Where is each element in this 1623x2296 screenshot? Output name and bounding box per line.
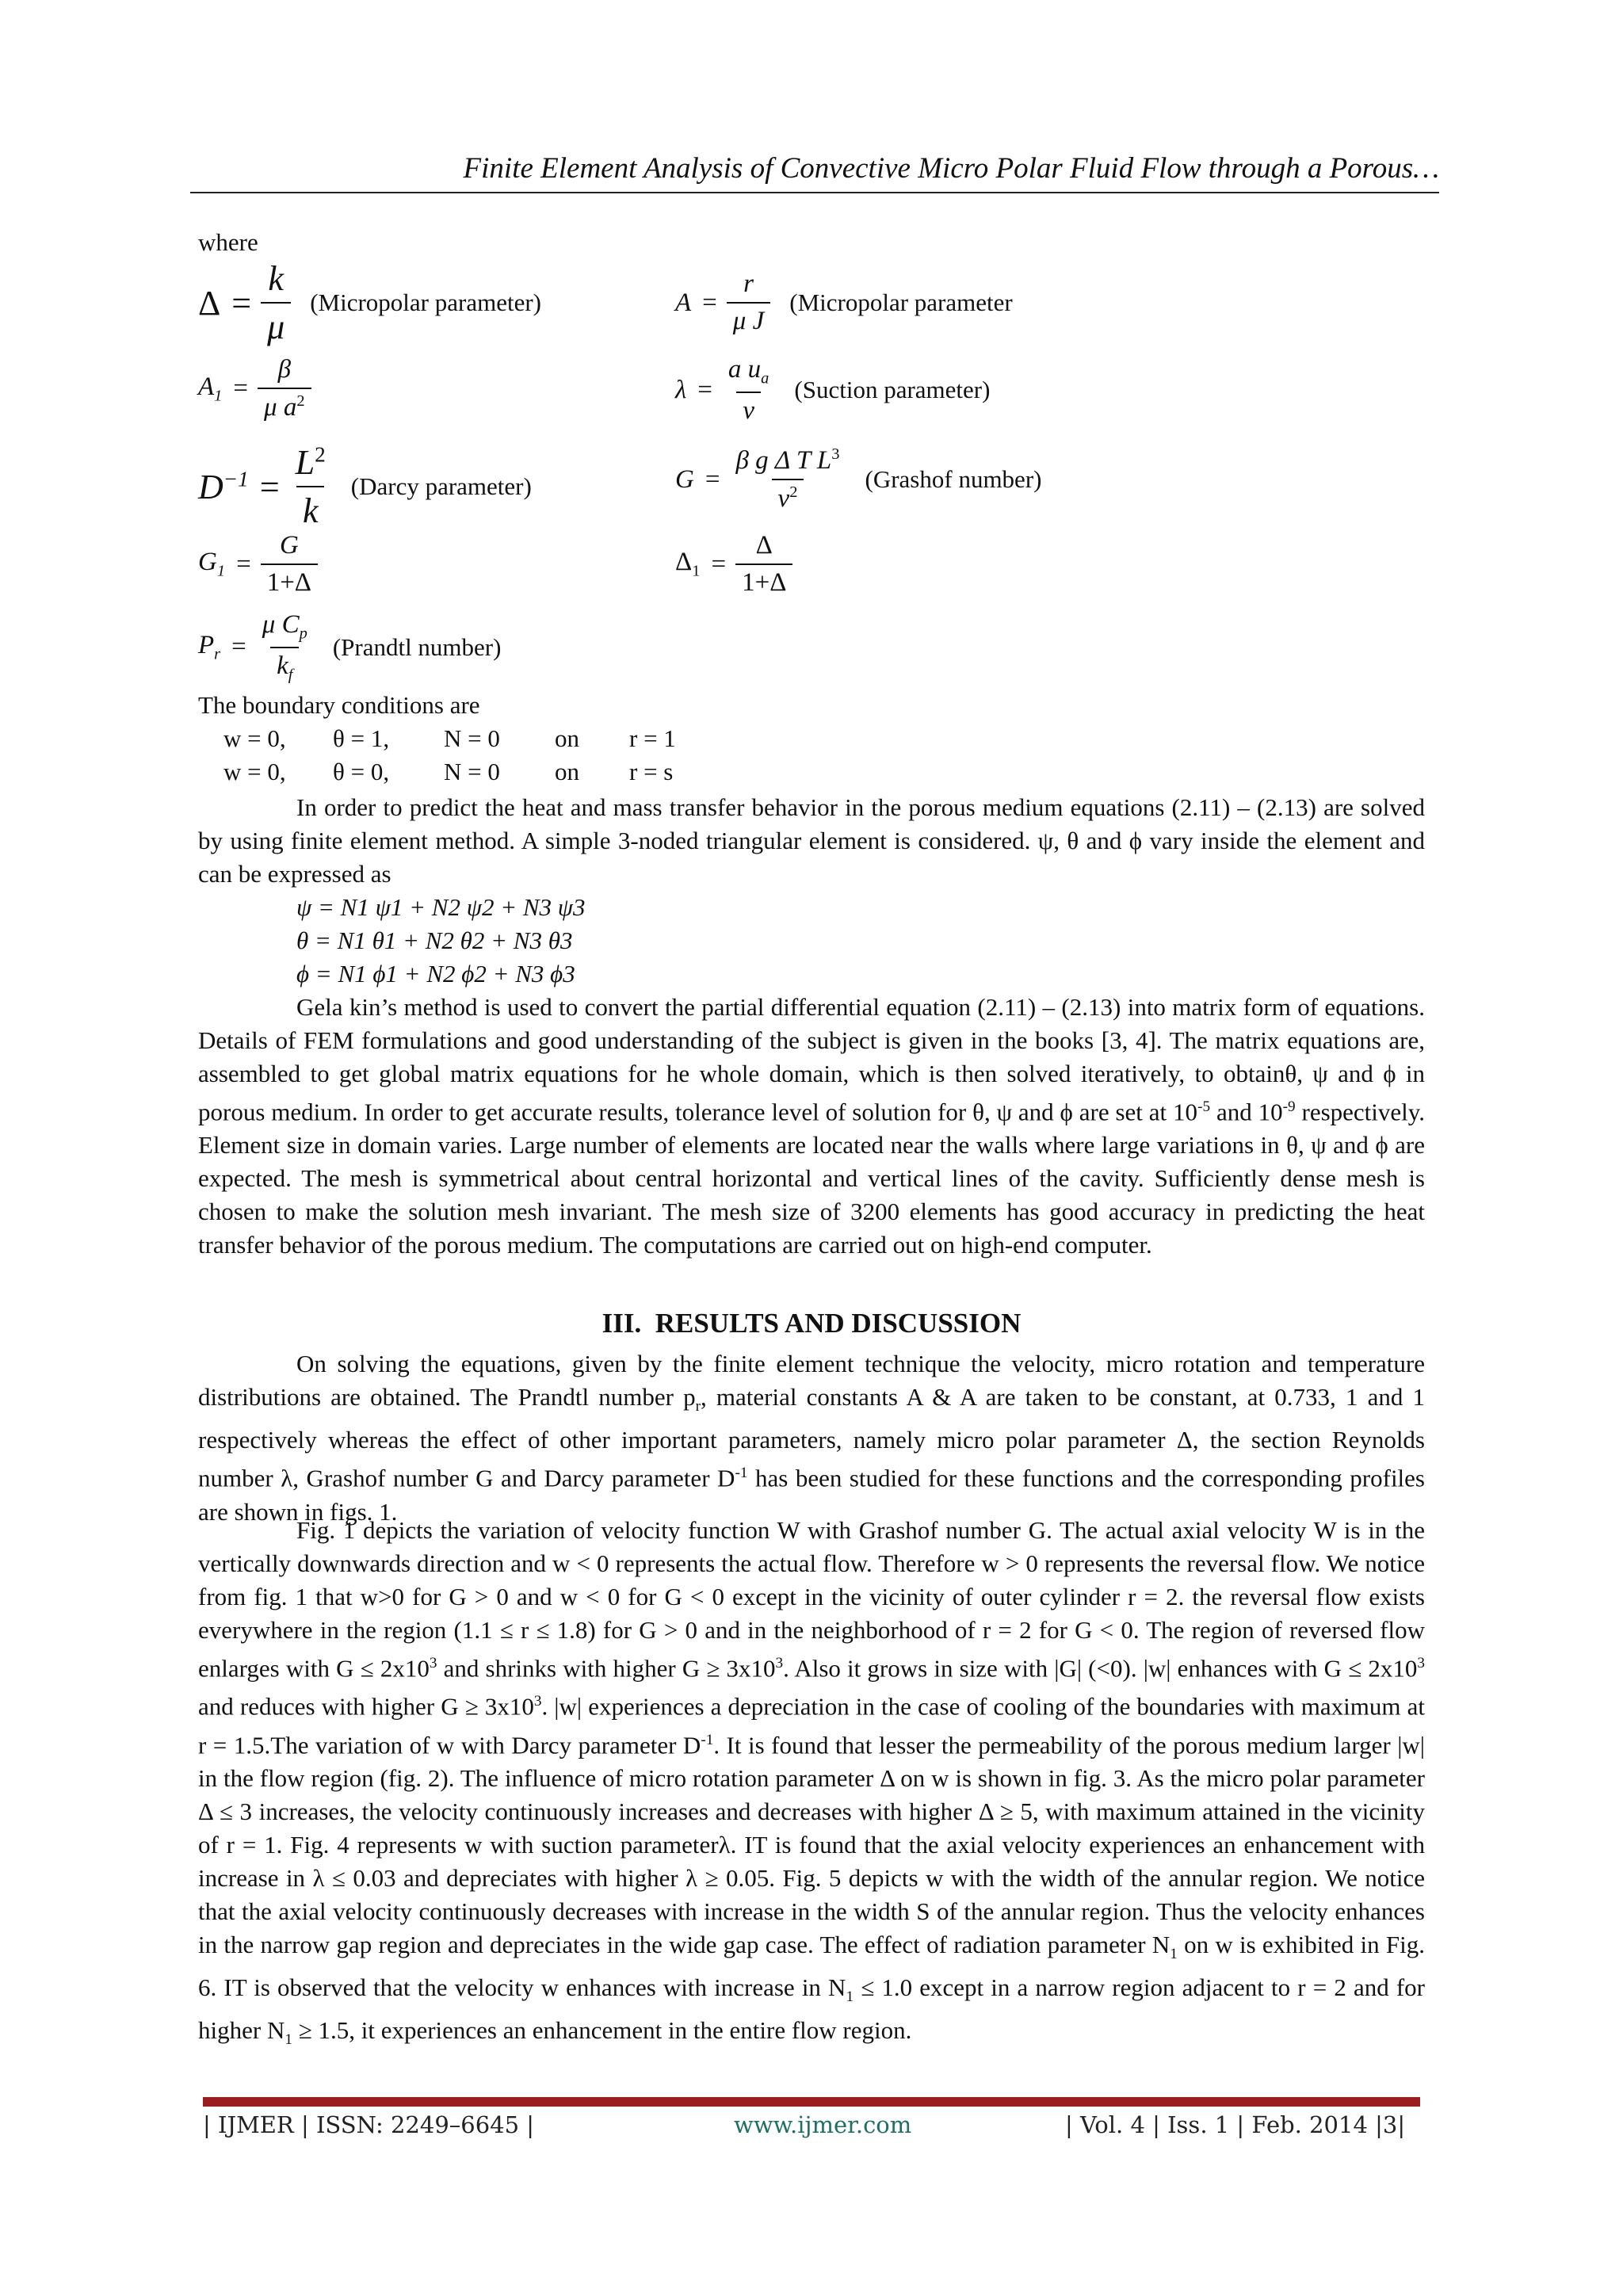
equation-lambda: λ = $\frac{a u_a}{\nu}$ (Suction parameter): [675, 355, 991, 425]
equation-G1: $G_1$ = $\frac{G}{1+\Delta}$: [198, 531, 327, 598]
paragraph-results: On solving the equations, given by the finite element technique the velocity, micro rotation and temperature distributions are obtained. The Prandtl number $p_r$, material constants A & A are taken to be constant, at 0.733, 1 and 1 respectively whereas the effect of other important parameters, namely micro polar parameter Δ, the section Reynolds number λ, Grashof number G and Darcy parameter $D^{-1}$ has been studied for these functions and the corresponding profiles are shown in figs. 1.: [198, 1350, 1425, 1526]
equation-grashof: G = $\frac{\beta g \Delta T L^3}{\nu^2}$ (Grashof number): [675, 445, 1042, 513]
fraction: $\frac{\mu C_p}{k_f}$: [262, 610, 307, 684]
definitions-intro: where: [198, 228, 258, 256]
footer-website-link[interactable]: www.ijmer.com: [734, 2111, 912, 2138]
equation-A: A = $\frac{r}{\text{μ J}}$ (Micropolar parameter: [675, 269, 1013, 335]
interp-theta: θ = N1 θ1 + N2 θ2 + N3 θ3: [296, 926, 573, 954]
fraction: $\frac{\beta g \Delta T L^3}{\nu^2}$: [735, 445, 840, 513]
label-grashof: (Grashof number): [865, 465, 1042, 493]
equation-darcy: $D^{-1}$ = $\frac{L^2}{k}$ (Darcy parameter): [198, 442, 532, 530]
fraction: $\frac{\beta}{\mu a^2}$: [258, 355, 311, 422]
paper-page: Finite Element Analysis of Convective Micro Polar Fluid Flow through a Porous… where Δ = $\frac{k}{\mu}$ (Micropolar parameter) A = $\frac{r}{\text{μ J}}$ (Micropolar parameter $A_1$ = $\frac{\beta}{\mu a^2}$ λ = $\frac{a u_a}{\nu}$ (Suction parameter) $D^{-1}$ = $\frac{L^2}{k}$ (Darcy parameter) G = $\frac{\beta g \Delta T L^3}{\nu^2}$ (Grashof number) $G_1$ = $\frac{G}{1+\Delta}$ $\Delta_1$ = $\frac{\Delta}{1+\Delta}$ $P_r$ = $\frac{\mu C_p}{k_f}$ (Prandtl number) The boundary conditions are w = 0, θ = 1, N = 0 on r = 1 w = 0, θ = 0, N = 0 on r = s In order to predict the heat and mass transfer behavior in the porous medium equations (2.11) – (2.13) are solved by using finite element method. A simple 3-noded triangular element is considered. ψ, θ and ϕ vary inside the element and can be expressed as ψ = N1 ψ1 + N2 ψ2 + N3 ψ3 θ = N1 θ1 + N2 θ2 + N3 θ3 ϕ = N1 ϕ1 + N2 ϕ2 + N3 ϕ3 Gela kin’s method is used to convert the partial differential equation (2.11) – (2.13) into matrix form of equations. Details of FEM formulations and good understanding of the subject is given in the books [3, 4]. The matrix equations are, assembled to get global matrix equations for he whole domain, which is then solved iteratively, to obtainθ, ψ and ϕ in porous medium. In order to get accurate results, tolerance level of solution for θ, ψ and ϕ are set at $10^{-5}$ and $10^{-9}$ respectively. Element size in domain varies. Large number of elements are located near the walls where large variations in θ, ψ and ϕ are expected. The mesh is symmetrical about central horizontal and vertical lines of the cavity. Sufficiently dense mesh is chosen to make the solution mesh invariant. The mesh size of 3200 elements has good accuracy in predicting the heat transfer behavior of the porous medium. The computations are carried out on high-end computer. III. RESULTS AND DISCUSSION On solving the equations, given by the finite element technique the velocity, micro rotation and temperature distributions are obtained. The Prandtl number $p_r$, material constants A & A are taken to be constant, at 0.733, 1 and 1 respectively whereas the effect of other important parameters, namely micro polar parameter Δ, the section Reynolds number λ, Grashof number G and Darcy parameter $D^{-1}$ has been studied for these functions and the corresponding profiles are shown in figs. 1. Fig. 1 depicts the variation of velocity function W with Grashof number G. The actual axial velocity W is in the vertically downwards direction and w < 0 represents the actual flow. Therefore w > 0 represents the reversal flow. We notice from fig. 1 that w>0 for G > 0 and w < 0 for G < 0 except in the vicinity of outer cylinder r = 2. the reversal flow exists everywhere in the region (1.1 ≤ r ≤ 1.8) for G > 0 and in the neighborhood of r = 2 for G < 0. The region of reversed flow enlarges with $G \le 2x10^3$ and shrinks with higher $G \ge 3x10^3$. Also it grows in size with |G| (<0). |w| enhances with $G \le 2x10^3$ and reduces with higher $G \ge 3x10^3$. |w| experiences a depreciation in the case of cooling of the boundaries with maximum at r = 1.5.The variation of w with Darcy parameter $D^{-1}$. It is found that lesser the permeability of the porous medium larger |w| in the flow region (fig. 2). The influence of micro rotation parameter Δ on w is shown in fig. 3. As the micro polar parameter Δ ≤ 3 increases, the velocity continuously increases and decreases with higher Δ ≥ 5, with maximum attained in the vicinity of r = 1. Fig. 4 represents w with suction parameterλ. IT is found that the axial velocity experiences an enhancement with increase in λ ≤ 0.03 and depreciates with higher λ ≥ 0.05. Fig. 5 depicts w with the width of the annular region. We notice that the axial velocity continuously decreases with increase in the width S of the annular region. Thus the velocity enhances in the narrow gap region and depreciates in the wide gap case. The effect of radiation parameter $N_1$ on w is exhibited in Fig. 6. IT is observed that the velocity w enhances with increase in $N_1 \le 1.0$ except in a narrow region adjacent to r = 2 and for higher $N_1 \ge 1.5$, it experiences an enhancement in the entire flow region. | IJMER | ISSN: 2249–6645 | www.ijmer.com | Vol. 4 | Iss. 1 | Feb. 2014 |3|: [0, 0, 1623, 2296]
equation-A1: $A_1$ = $\frac{\beta}{\mu a^2}$: [198, 355, 321, 422]
boundary-intro: The boundary conditions are: [198, 691, 480, 719]
fraction: $\frac{L^2}{k}$: [295, 442, 326, 530]
footer-journal-info: | IJMER | ISSN: 2249–6645 |: [203, 2111, 535, 2138]
label-prandtl: (Prandtl number): [332, 632, 502, 661]
section-heading: III. RESULTS AND DISCUSSION: [601, 1308, 1022, 1339]
header-rule: [190, 192, 1439, 193]
fraction: $\frac{\Delta}{1+\Delta}$: [735, 531, 792, 598]
fraction: $\frac{a u_a}{\nu}$: [727, 355, 769, 425]
paragraph-fem: In order to predict the heat and mass transfer behavior in the porous medium equations (2.11) – (2.13) are solved by using finite element method. A simple 3-noded triangular element is considered. ψ, θ and ϕ vary inside the element and can be expressed as: [198, 793, 1425, 888]
label-darcy: (Darcy parameter): [350, 472, 532, 500]
fraction: $\frac{G}{1+\Delta}$: [261, 531, 318, 598]
label-suction: (Suction parameter): [794, 376, 991, 404]
interp-psi: ψ = N1 ψ1 + N2 ψ2 + N3 ψ3: [296, 893, 586, 921]
footer-rule: [203, 2097, 1420, 2107]
paragraph-fig1: Fig. 1 depicts the variation of velocity function W with Grashof number G. The actual axial velocity W is in the vertically downwards direction and w < 0 represents the actual flow. Therefore w > 0 represents the reversal flow. We notice from fig. 1 that w>0 for G > 0 and w < 0 for G < 0 except in the vicinity of outer cylinder r = 2. the reversal flow exists everywhere in the region (1.1 ≤ r ≤ 1.8) for G > 0 and in the neighborhood of r = 2 for G < 0. The region of reversed flow enlarges with $G \le 2x10^3$ and shrinks with higher $G \ge 3x10^3$. Also it grows in size with |G| (<0). |w| enhances with $G \le 2x10^3$ and reduces with higher $G \ge 3x10^3$. |w| experiences a depreciation in the case of cooling of the boundaries with maximum at r = 1.5.The variation of w with Darcy parameter $D^{-1}$. It is found that lesser the permeability of the porous medium larger |w| in the flow region (fig. 2). The influence of micro rotation parameter Δ on w is shown in fig. 3. As the micro polar parameter Δ ≤ 3 increases, the velocity continuously increases and decreases with higher Δ ≥ 5, with maximum attained in the vicinity of r = 1. Fig. 4 represents w with suction parameterλ. IT is found that the axial velocity experiences an enhancement with increase in λ ≤ 0.03 and depreciates with higher λ ≥ 0.05. Fig. 5 depicts w with the width of the annular region. We notice that the axial velocity continuously decreases with increase in the width S of the annular region. Thus the velocity enhances in the narrow gap region and depreciates in the wide gap case. The effect of radiation parameter $N_1$ on w is exhibited in Fig. 6. IT is observed that the velocity w enhances with increase in $N_1 \le 1.0$ except in a narrow region adjacent to r = 2 and for higher $N_1 \ge 1.5$, it experiences an enhancement in the entire flow region.: [198, 1516, 1426, 2049]
fraction: $\frac{k}{\mu}$: [261, 258, 291, 347]
footer-volume-info: | Vol. 4 | Iss. 1 | Feb. 2014 |3|: [1065, 2111, 1406, 2138]
paragraph-galerkin: Gela kin’s method is used to convert the partial differential equation (2.11) – (2.13) into matrix form of equations. Details of FEM formulations and good understanding of the subject is given in the books [3, 4]. The matrix equations are, assembled to get global matrix equations for he whole domain, which is then solved iteratively, to obtainθ, ψ and ϕ in porous medium. In order to get accurate results, tolerance level of solution for θ, ψ and ϕ are set at $10^{-5}$ and $10^{-9}$ respectively. Element size in domain varies. Large number of elements are located near the walls where large variations in θ, ψ and ϕ are expected. The mesh is symmetrical about central horizontal and vertical lines of the cavity. Sufficiently dense mesh is chosen to make the solution mesh invariant. The mesh size of 3200 elements has good accuracy in predicting the heat transfer behavior of the porous medium. The computations are carried out on high-end computer.: [198, 993, 1425, 1259]
fraction: $\frac{r}{\text{μ J}}$: [727, 269, 770, 336]
equation-delta1: $\Delta_1$ = $\frac{\Delta}{1+\Delta}$: [675, 531, 802, 598]
label-micropolar: (Micropolar parameter): [310, 288, 541, 316]
interp-phi: ϕ = N1 ϕ1 + N2 ϕ2 + N3 ϕ3: [296, 960, 575, 988]
running-title: Finite Element Analysis of Convective Micro Polar Fluid Flow through a Porous…: [463, 152, 1439, 185]
label-micropolar-A: (Micropolar parameter: [789, 288, 1013, 316]
equation-prandtl: $P_r$ = $\frac{\mu C_p}{k_f}$ (Prandtl number): [198, 610, 502, 684]
equation-delta: Δ = $\frac{k}{\mu}$ (Micropolar parameter): [198, 259, 541, 346]
